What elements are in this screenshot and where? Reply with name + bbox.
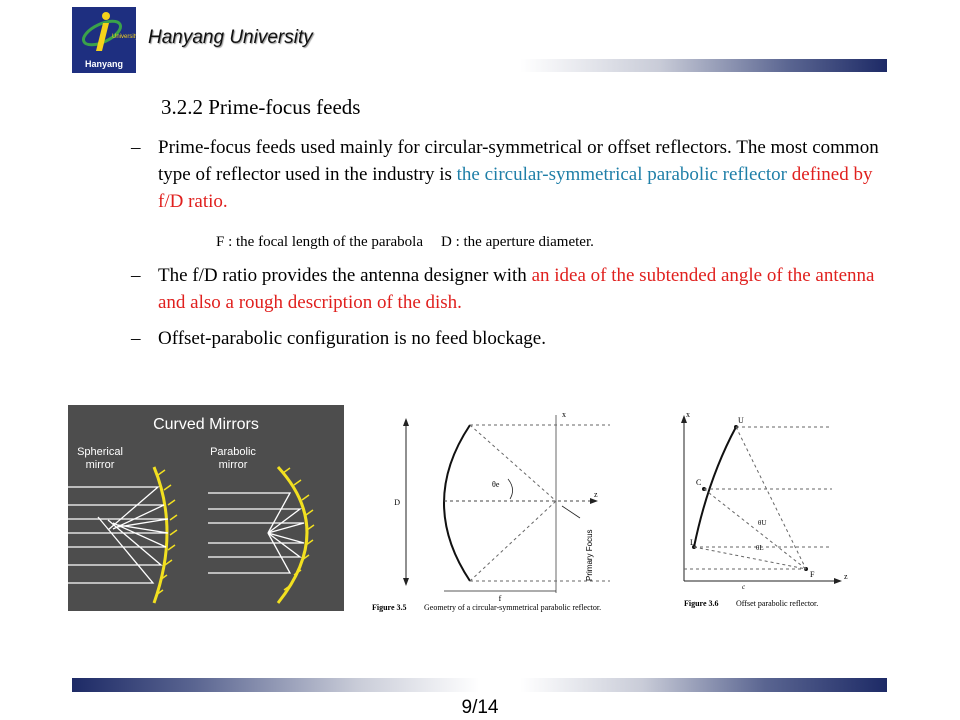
svg-text:Offset parabolic reflector.: Offset parabolic reflector. [736, 599, 819, 608]
svg-text:z: z [844, 572, 848, 581]
svg-text:Parabolic: Parabolic [210, 446, 256, 458]
svg-text:Figure 3.5: Figure 3.5 [372, 603, 407, 612]
curved-mirrors-figure [68, 405, 344, 611]
definition-line [216, 234, 594, 251]
svg-text:f: f [498, 594, 502, 603]
focal-definition: F : the focal length of the parabola [216, 234, 424, 250]
svg-text:c: c [742, 583, 746, 591]
svg-text:F: F [810, 570, 815, 579]
svg-text:D: D [394, 498, 400, 507]
svg-text:θe: θe [492, 480, 500, 489]
bullet-item [131, 262, 891, 316]
svg-text:x: x [562, 410, 566, 419]
mirrors-title: Curved Mirrors [153, 416, 259, 433]
bullet-item [131, 325, 891, 352]
bullet-dash: – [131, 137, 141, 158]
slide-title: 3.2.2 Prime-focus feeds [161, 95, 361, 119]
university-name: Hanyang University [148, 27, 313, 48]
highlight-red: an idea of the subtended angle of the antenna and also a rough description of the dish. [158, 265, 875, 313]
svg-text:x: x [686, 410, 690, 419]
svg-text:Spherical: Spherical [77, 446, 123, 458]
bullet-text: The f/D ratio provides the antenna designer with an idea of the subtended angle of the antenna and also a rough description of the dish. [158, 265, 875, 313]
svg-text:Figure 3.6: Figure 3.6 [684, 599, 719, 608]
offset-reflector-icon [694, 427, 736, 547]
bullet-dash: – [131, 328, 141, 349]
svg-text:C: C [696, 478, 702, 487]
figure-3-6 [672, 403, 852, 615]
bullet-item [131, 134, 891, 215]
logo-text: Hanyang [84, 59, 123, 69]
svg-text:mirror: mirror [85, 459, 115, 471]
highlight-blue: the circular-symmetrical parabolic reflector [456, 164, 792, 185]
svg-text:θU: θU [758, 519, 767, 527]
svg-text:θL: θL [756, 544, 764, 552]
page-number: 9/14 [461, 697, 499, 718]
parabolic-mirror-icon [278, 467, 307, 603]
footer-divider-bar [72, 678, 887, 692]
svg-text:U: U [738, 416, 744, 425]
svg-text:Primary Focus: Primary Focus [585, 529, 594, 581]
bullet-text: Prime-focus feeds used mainly for circular-symmetrical or offset reflectors. The most common type of reflector used in the industry is the circular-symmetrical parabolic reflector defined by f/D ratio. [158, 137, 879, 212]
bullet-dash: – [131, 265, 141, 286]
parabolic-reflector-icon [444, 425, 470, 581]
svg-text:Geometry of a circular-symmetr: Geometry of a circular-symmetrical parabolic reflector. [424, 603, 602, 612]
logo-emblem-icon [72, 7, 136, 59]
aperture-definition: D : the aperture diameter. [441, 234, 594, 250]
university-logo [72, 7, 136, 73]
header-divider-bar [72, 59, 887, 72]
svg-text:z: z [594, 490, 598, 499]
svg-text:mirror: mirror [218, 459, 248, 471]
logo-subtext: University [112, 34, 136, 40]
bullet-text: Offset-parabolic configuration is no feed blockage. [158, 328, 546, 349]
svg-text:L: L [690, 538, 695, 547]
highlight-red: defined by f/D ratio. [158, 164, 873, 212]
figure-3-5 [360, 403, 660, 615]
